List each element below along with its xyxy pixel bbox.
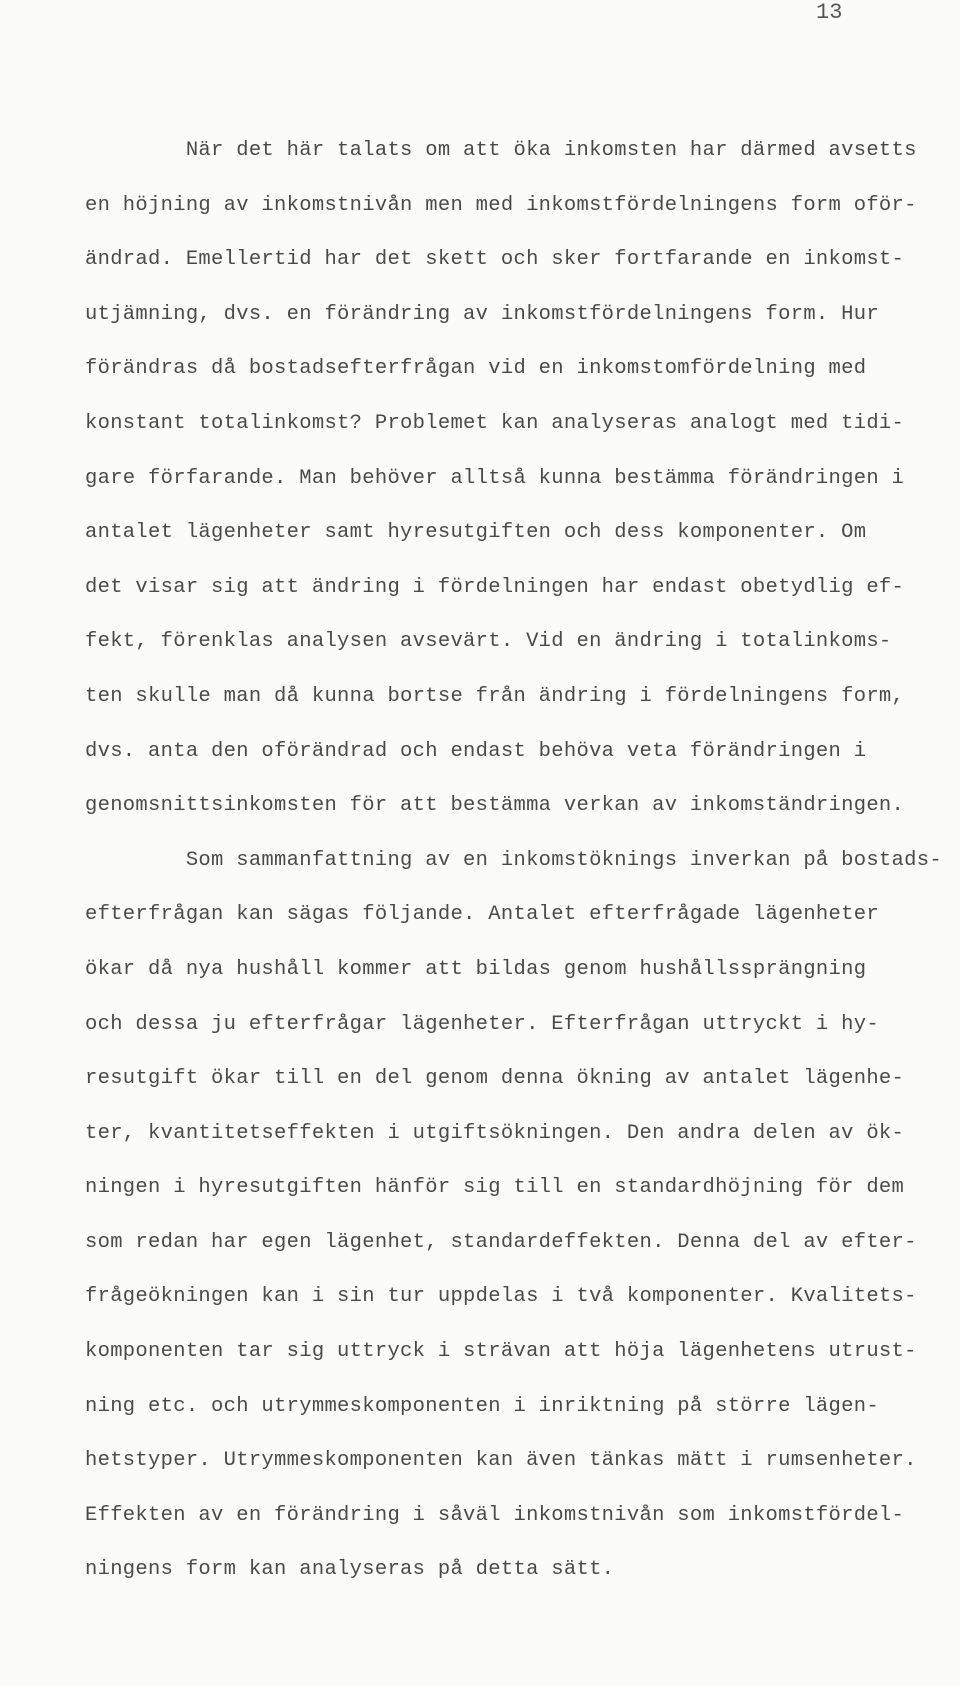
text-line: frågeökningen kan i sin tur uppdelas i två komponenter. Kvalitets- [85,1285,917,1309]
text-line: hetstyper. Utrymmeskomponenten kan även tänkas mätt i rumsenheter. [85,1449,917,1473]
text-line: Som sammanfattning av en inkomstöknings inverkan på bostads- [85,848,942,872]
text-line: fekt, förenklas analysen avsevärt. Vid en ändring i totalinkoms- [85,630,892,654]
text-line: det visar sig att ändring i fördelningen har endast obetydlig ef- [85,575,905,599]
text-line: ändrad. Emellertid har det skett och sker fortfarande en inkomst- [85,248,905,272]
text-line: en höjning av inkomstnivån men med inkomstfördelningens form oför- [85,193,917,217]
text-line: som redan har egen lägenhet, standardeffekten. Denna del av efter- [85,1230,917,1254]
text-line: komponenten tar sig uttryck i strävan att höja lägenhetens utrust- [85,1340,917,1364]
text-line: ningen i hyresutgiften hänför sig till en standardhöjning för dem [85,1176,905,1200]
text-line: förändras då bostadsefterfrågan vid en inkomstomfördelning med [85,357,867,381]
text-line: När det här talats om att öka inkomsten har därmed avsetts [85,139,917,162]
text-line: efterfrågan kan sägas följande. Antalet efterfrågade lägenheter [85,903,879,927]
text-line: ter, kvantitetseffekten i utgiftsökningen. Den andra delen av ök- [85,1121,905,1145]
text-line: resutgift ökar till en del genom denna ökning av antalet lägenhe- [85,1067,905,1091]
text-line: genomsnittsinkomsten för att bestämma verkan av inkomständringen. [85,794,905,818]
text-line: antalet lägenheter samt hyresutgiften och dess komponenter. Om [85,521,867,545]
text-line: ning etc. och utrymmeskomponenten i inriktning på större lägen- [85,1394,879,1418]
text-line: utjämning, dvs. en förändring av inkomstfördelningens form. Hur [85,302,879,326]
text-line: och dessa ju efterfrågar lägenheter. Efterfrågan uttryckt i hy- [85,1012,879,1036]
text-line: Effekten av en förändring i såväl inkomstnivån som inkomstfördel- [85,1503,905,1527]
text-line: konstant totalinkomst? Problemet kan analyseras analogt med tidi- [85,411,905,435]
text-line: dvs. anta den oförändrad och endast behöva veta förändringen i [85,739,867,763]
text-line: gare förfarande. Man behöver alltså kunna bestämma förändringen i [85,466,905,490]
text-line: ökar då nya hushåll kommer att bildas genom hushållssprängning [85,957,867,981]
text-line: ningens form kan analyseras på detta sätt. [85,1558,615,1582]
text-line: ten skulle man då kunna bortse från ändring i fördelningens form, [85,684,905,708]
body-text [85,124,945,1598]
page-number: 13 [816,0,843,25]
